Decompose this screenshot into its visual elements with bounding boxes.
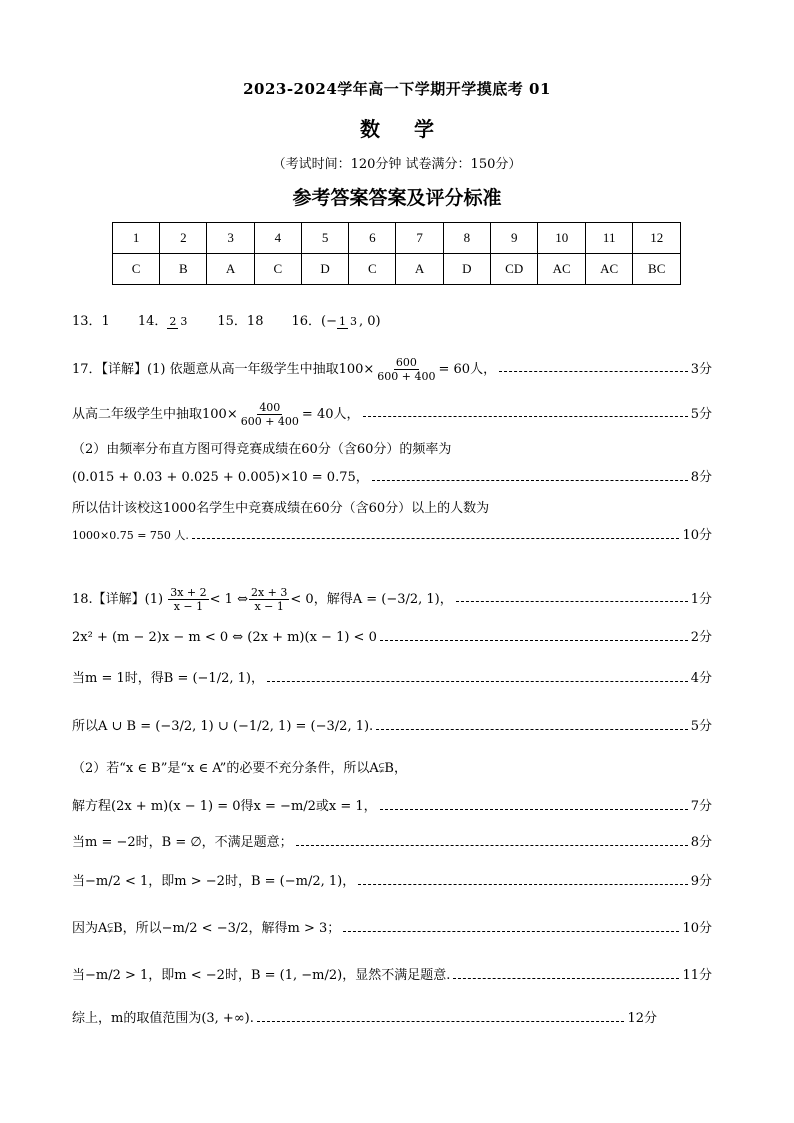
question-number: 2 — [160, 223, 207, 254]
answer-key-heading: 参考答案答案及评分标准 — [292, 187, 502, 209]
q17-line-6-text: 1000×0.75 = 750 人. — [72, 529, 189, 542]
score-label: 10分 — [682, 921, 712, 936]
question-number: 7 — [396, 223, 443, 254]
q17-l1-denominator: 600 + 400 — [377, 370, 436, 383]
q17-line-2 — [72, 401, 712, 428]
q18-l1-prefix: 18.【详解】(1) — [72, 592, 164, 607]
answer-table — [112, 222, 681, 285]
q17-l1-suffix: = 60人， — [438, 362, 497, 377]
question-number: 8 — [443, 223, 490, 254]
score-label: 8分 — [690, 470, 712, 485]
question-number: 5 — [301, 223, 348, 254]
q18-l1-f2-numerator: 2x + 3 — [250, 586, 288, 599]
dotted-leader — [499, 371, 688, 372]
q17-line-6 — [72, 526, 712, 546]
q16-tail: , 0) — [358, 314, 381, 329]
q18-line-5: （2）若“x ∈ B”是“x ∈ A”的必要不充分条件，所以A⫋B， — [72, 761, 407, 776]
q17-line-4-text: (0.015 + 0.03 + 0.025 + 0.005)×10 = 0.75， — [72, 470, 369, 485]
score-label: 7分 — [690, 799, 712, 814]
q18-line-9 — [72, 919, 712, 939]
dotted-leader — [363, 416, 688, 417]
dotted-leader — [456, 601, 688, 602]
q17-line-1-text — [72, 356, 496, 383]
answer-value: C — [113, 254, 160, 285]
score-label: 2分 — [690, 630, 712, 645]
question-number: 9 — [490, 223, 538, 254]
answer-value: D — [301, 254, 348, 285]
q18-l1-mid: < 1 ⇔ — [209, 592, 248, 607]
q16-numerator: 1 — [338, 314, 346, 328]
q18-line-6 — [72, 797, 712, 817]
q18-line-8-text: 当−m/2 < 1，即m > −2时，B = (−m/2, 1)， — [72, 874, 356, 889]
q18-l1-f1-numerator: 3x + 2 — [170, 586, 207, 599]
exam-title: 2023-2024学年高一下学期开学摸底考 01 — [243, 80, 551, 98]
q17-line-5: 所以估计该校这1000名学生中竞赛成绩在60分（含60分）以上的人数为 — [72, 501, 490, 516]
q18-l1-fraction-1 — [168, 586, 208, 613]
score-label: 12分 — [627, 1011, 657, 1026]
q18-line-2 — [72, 628, 712, 648]
q14-fraction — [167, 315, 189, 329]
q18-line-7 — [72, 833, 712, 853]
fill-blank-answers — [72, 312, 712, 332]
answer-value: AC — [585, 254, 633, 285]
q17-l2-prefix: 从高二年级学生中抽取100× — [72, 407, 238, 422]
q17-l2-numerator: 400 — [259, 401, 281, 414]
dotted-leader — [296, 845, 688, 846]
score-label: 11分 — [682, 968, 712, 983]
q17-l1-numerator: 600 — [395, 356, 417, 369]
q18-l1-fraction-2 — [249, 586, 289, 613]
q18-l1-f1-denominator: x − 1 — [173, 600, 204, 613]
subject-title — [0, 113, 794, 142]
q17-line-3: （2）由频率分布直方图可得竞赛成绩在60分（含60分）的频率为 — [72, 442, 452, 457]
q17-l2-fraction — [239, 401, 301, 428]
dotted-leader — [380, 809, 688, 810]
question-number: 4 — [254, 223, 301, 254]
dotted-leader — [257, 1021, 625, 1022]
score-label: 4分 — [690, 671, 712, 686]
q18-line-3-text: 当m = 1时，得B = (−1/2, 1)， — [72, 671, 264, 686]
q18-line-9-text: 因为A⫋B，所以−m/2 < −3/2，解得m > 3； — [72, 921, 341, 936]
subject-char-2: 学 — [414, 117, 434, 141]
q17-l1-prefix: 17．【详解】(1) 依题意从高一年级学生中抽取100× — [72, 362, 375, 377]
q18-l1-f2-denominator: x − 1 — [254, 600, 284, 613]
q17-line-2-text — [72, 401, 360, 428]
q18-line-11 — [72, 1009, 657, 1029]
answer-value: BC — [633, 254, 681, 285]
q18-line-4 — [72, 717, 712, 737]
dotted-leader — [453, 978, 679, 979]
q16-answer — [291, 312, 380, 332]
answer-value: D — [443, 254, 490, 285]
score-label: 9分 — [690, 874, 712, 889]
q18-line-10-text: 当−m/2 > 1，即m < −2时，B = (1, −m/2)，显然不满足题意. — [72, 968, 451, 983]
answer-value: C — [254, 254, 301, 285]
dotted-leader — [372, 480, 688, 481]
question-number: 10 — [538, 223, 586, 254]
dotted-leader — [380, 640, 688, 641]
q16-label: 16．(− — [291, 314, 337, 329]
score-label: 3分 — [690, 361, 712, 377]
question-number: 1 — [113, 223, 160, 254]
q18-line-8 — [72, 872, 712, 892]
dotted-leader — [376, 729, 688, 730]
score-label: 10分 — [682, 528, 712, 543]
q18-line-7-text: 当m = −2时，B = ∅，不满足题意； — [72, 835, 293, 850]
q17-l1-fraction — [375, 356, 437, 383]
q17-l2-suffix: = 40人， — [301, 407, 360, 422]
question-number: 12 — [633, 223, 681, 254]
answer-value: A — [207, 254, 254, 285]
answer-value: C — [349, 254, 396, 285]
q14-numerator: 2 — [169, 314, 177, 328]
answer-value-row — [113, 254, 681, 285]
q14-denominator: 3 — [180, 314, 188, 328]
subject-char-1: 数 — [360, 117, 380, 141]
q15-answer: 15．18 — [217, 314, 264, 329]
question-number: 11 — [585, 223, 633, 254]
q18-line-10 — [72, 966, 712, 986]
answer-number-row — [113, 223, 681, 254]
answer-value: A — [396, 254, 443, 285]
dotted-leader — [343, 931, 679, 932]
answer-value: CD — [490, 254, 538, 285]
q13-answer: 13．1 — [72, 314, 110, 329]
q18-line-2-text: 2x² + (m − 2)x − m < 0 ⇔ (2x + m)(x − 1) < 0 — [72, 630, 377, 645]
q14-answer — [138, 312, 190, 332]
q18-line-3 — [72, 669, 712, 689]
q17-l2-denominator: 600 + 400 — [240, 415, 299, 428]
q18-line-1-text — [72, 586, 453, 613]
score-label: 5分 — [690, 406, 712, 422]
q17-line-1 — [72, 356, 712, 383]
q18-line-1 — [72, 586, 712, 613]
q18-l1-suffix: < 0，解得A = — [290, 592, 382, 607]
score-label: 5分 — [690, 719, 712, 734]
q14-label: 14． — [137, 314, 168, 329]
answer-value: AC — [538, 254, 586, 285]
q16-fraction — [337, 315, 359, 329]
exam-time-info: （考试时间：120分钟 试卷满分：150分） — [272, 157, 522, 172]
question-number: 3 — [207, 223, 254, 254]
q18-line-6-text: 解方程(2x + m)(x − 1) = 0得x = −m/2或x = 1， — [72, 799, 377, 814]
dotted-leader — [267, 681, 688, 682]
q17-line-4 — [72, 468, 712, 488]
question-number: 6 — [349, 223, 396, 254]
q16-denominator: 3 — [349, 314, 357, 328]
score-label: 8分 — [690, 835, 712, 850]
q18-line-11-text: 综上，m的取值范围为(3, +∞). — [72, 1011, 254, 1026]
q18-line-4-text: 所以A ∪ B = (−3/2, 1) ∪ (−1/2, 1) = (−3/2, 1). — [72, 719, 374, 734]
dotted-leader — [358, 884, 688, 885]
score-label: 1分 — [690, 591, 712, 607]
answer-value: B — [160, 254, 207, 285]
q18-l1-set: (−3/2, 1)， — [381, 592, 453, 607]
dotted-leader — [192, 538, 680, 539]
